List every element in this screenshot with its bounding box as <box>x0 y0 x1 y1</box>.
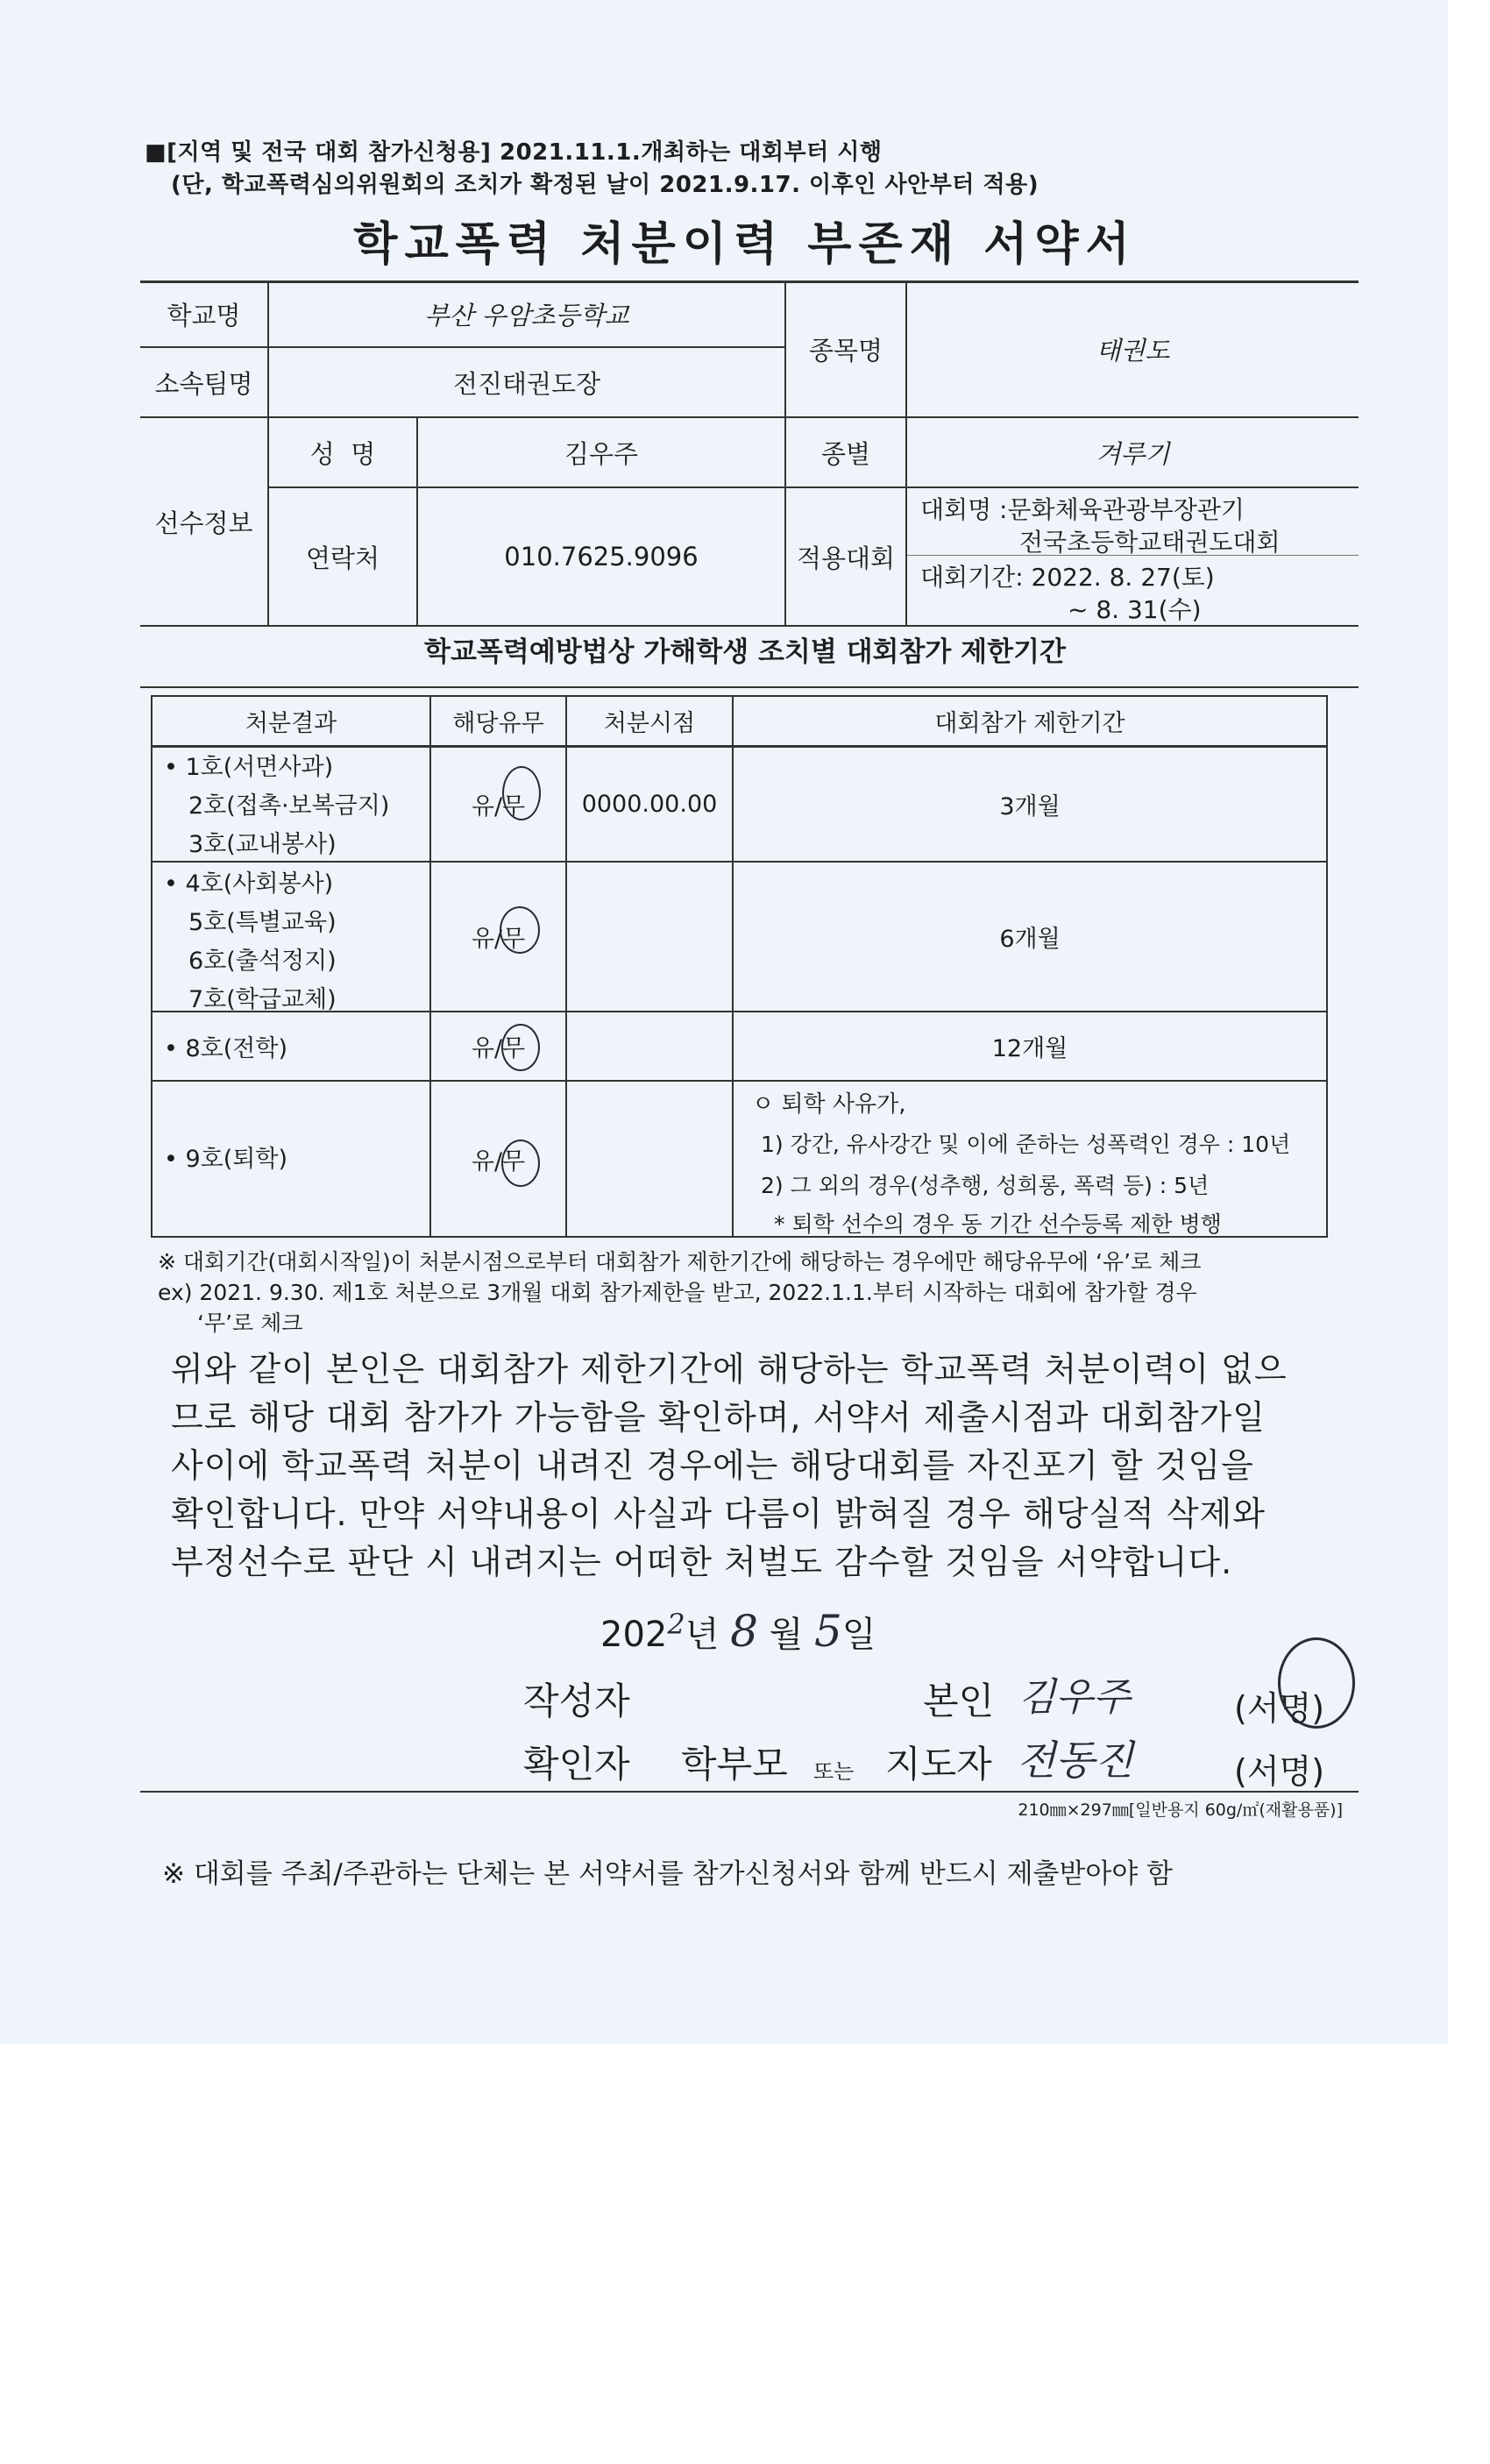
row4-limit-line1: ㅇ 퇴학 사유가, <box>752 1091 906 1118</box>
competition-period-line2: ~ 8. 31(수) <box>1068 595 1202 624</box>
self-label: 본인 <box>923 1679 995 1722</box>
row1-check-circle <box>502 766 541 820</box>
col-header-limit: 대회참가 제한기간 <box>934 710 1125 737</box>
row2-date <box>567 863 732 1011</box>
row1-item3: 3호(교내봉사) <box>188 831 337 858</box>
pledge-line-5: 부정선수로 판단 시 내려지는 어떠한 처벌도 감수할 것임을 서약합니다. <box>171 1543 1233 1581</box>
sign-circle-icon <box>1278 1637 1355 1729</box>
row2-yesno: 유/무 <box>471 926 526 953</box>
paper-spec: 210㎜×297㎜[일반용지 60g/㎡(재활용품)] <box>1018 1800 1343 1820</box>
parent-label: 학부모 <box>681 1743 788 1786</box>
note-1: ※ 대회기간(대회시작일)이 처분시점으로부터 대회참가 제한기간에 해당하는 경우에만 해당유무에 ‘유’로 체크 <box>158 1249 1202 1275</box>
row2-item1: • 4호(사회봉사) <box>164 870 334 898</box>
row2-item3: 6호(출석정지) <box>188 948 337 975</box>
row3-date <box>567 1012 732 1080</box>
pledge-line-3: 사이에 학교폭력 처분이 내려진 경우에는 해당대회를 자진포기 할 것임을 <box>171 1446 1254 1485</box>
row1-item1: • 1호(서면사과) <box>164 754 334 781</box>
note-2-line1: ex) 2021. 9.30. 제1호 처분으로 3개월 대회 참가제한을 받고, 2022.1.1.부터 시작하는 대회에 참가할 경우 <box>158 1280 1197 1305</box>
competition-period-line1: 대회기간: 2022. 8. 27(토) <box>920 563 1215 592</box>
row2-check-circle <box>500 906 540 954</box>
pledge-line-1: 위와 같이 본인은 대회참가 제한기간에 해당하는 학교폭력 처분이력이 없으 <box>171 1350 1288 1388</box>
row4-yesno: 유/무 <box>471 1147 526 1175</box>
row4-check-circle <box>501 1140 540 1187</box>
date-year-hand: 2 <box>667 1608 685 1641</box>
row2-item4: 7호(학급교체) <box>188 986 337 1013</box>
self-sign-mark: (서명) <box>1234 1689 1325 1728</box>
school-value: 부산 우암초등학교 <box>424 301 629 330</box>
pledge-line-4: 확인합니다. 만약 서약내용이 사실과 다름이 밝혀질 경우 해당실적 삭제와 <box>171 1495 1266 1533</box>
row3-check-circle <box>501 1024 540 1071</box>
category-value: 겨루기 <box>1096 438 1170 469</box>
footer-note: ※ 대회를 주최/주관하는 단체는 본 서약서를 참가신청서와 함께 반드시 제출받아야 함 <box>162 1858 1174 1890</box>
row1-yesno: 유/무 <box>471 793 526 820</box>
row4-date <box>567 1082 732 1236</box>
competition-name-line1: 대회명 :문화체육관광부장관기 <box>920 495 1245 524</box>
contact-value: 010.7625.9096 <box>504 542 699 572</box>
col-header-applicable: 해당유무 <box>452 710 544 737</box>
pledge-date <box>600 1606 876 1657</box>
row3-limit: 12개월 <box>991 1035 1068 1062</box>
coach-label: 지도자 <box>885 1743 992 1786</box>
col-header-date: 처분시점 <box>603 710 696 737</box>
school-label: 학교명 <box>167 301 241 330</box>
coach-sign-mark: (서명) <box>1234 1752 1325 1791</box>
event-label: 종목명 <box>808 336 883 366</box>
row4-limit-line4: * 퇴학 선수의 경우 동 기간 선수등록 제한 병행 <box>774 1211 1222 1237</box>
team-label: 소속팀명 <box>154 368 253 399</box>
note-2-line2: ‘무’로 체크 <box>197 1310 303 1336</box>
restriction-subtitle: 학교폭력예방법상 가해학생 조치별 대회참가 제한기간 <box>424 636 1066 668</box>
event-value: 태권도 <box>1096 336 1170 366</box>
row4-limit-line2: 1) 강간, 유사강간 및 이에 준하는 성폭력인 경우 : 10년 <box>761 1132 1291 1157</box>
coach-signature: 전동진 <box>1017 1736 1134 1784</box>
row3-item1: • 8호(전학) <box>164 1035 287 1062</box>
competition-name-line2: 전국초등학교태권도대회 <box>1019 528 1281 557</box>
row3-yesno: 유/무 <box>471 1035 526 1062</box>
date-month: 8 <box>730 1606 758 1657</box>
team-value: 전진태권도장 <box>452 368 601 399</box>
row4-item1: • 9호(퇴학) <box>164 1146 287 1173</box>
row4-limit-line3: 2) 그 외의 경우(성추행, 성희롱, 폭력 등) : 5년 <box>761 1173 1210 1198</box>
player-info-label: 선수정보 <box>154 508 253 538</box>
row1-date: 0000.00.00 <box>581 791 718 818</box>
confirm-label: 확인자 <box>523 1743 630 1786</box>
or-label: 또는 <box>813 1759 855 1784</box>
row2-limit: 6개월 <box>999 926 1061 953</box>
col-header-result: 처분결과 <box>245 710 337 737</box>
date-day-label: 일 <box>841 1615 876 1655</box>
competition-label: 적용대회 <box>796 543 896 573</box>
self-signature: 김우주 <box>1018 1675 1131 1720</box>
row2-item2: 5호(특별교육) <box>188 909 337 936</box>
date-year-label: 년 <box>685 1615 720 1655</box>
row1-limit: 3개월 <box>999 793 1061 820</box>
document-title: 학교폭력 처분이력 부존재 서약서 <box>353 218 1137 271</box>
pledge-line-2: 므로 해당 대회 참가가 가능함을 확인하며, 서약서 제출시점과 대회참가일 <box>171 1398 1266 1437</box>
header-line-1: ■[지역 및 전국 대회 참가신청용] 2021.11.1.개최하는 대회부터 시행 <box>145 139 883 166</box>
category-label: 종별 <box>820 438 871 469</box>
writer-label: 작성자 <box>523 1679 630 1722</box>
row1-item2: 2호(접촉·보복금지) <box>188 792 390 820</box>
contact-label: 연락처 <box>305 543 380 573</box>
pledge-paragraph <box>171 1346 1328 1587</box>
date-day: 5 <box>813 1606 842 1657</box>
header-line-2: (단, 학교폭력심의위원회의 조치가 확정된 날이 2021.9.17. 이후인 사안부터 적용) <box>171 172 1039 198</box>
date-year-prefix: 202 <box>600 1615 668 1655</box>
name-label: 성 명 <box>309 438 376 469</box>
name-value: 김우주 <box>564 438 639 469</box>
date-month-label: 월 <box>769 1615 804 1655</box>
